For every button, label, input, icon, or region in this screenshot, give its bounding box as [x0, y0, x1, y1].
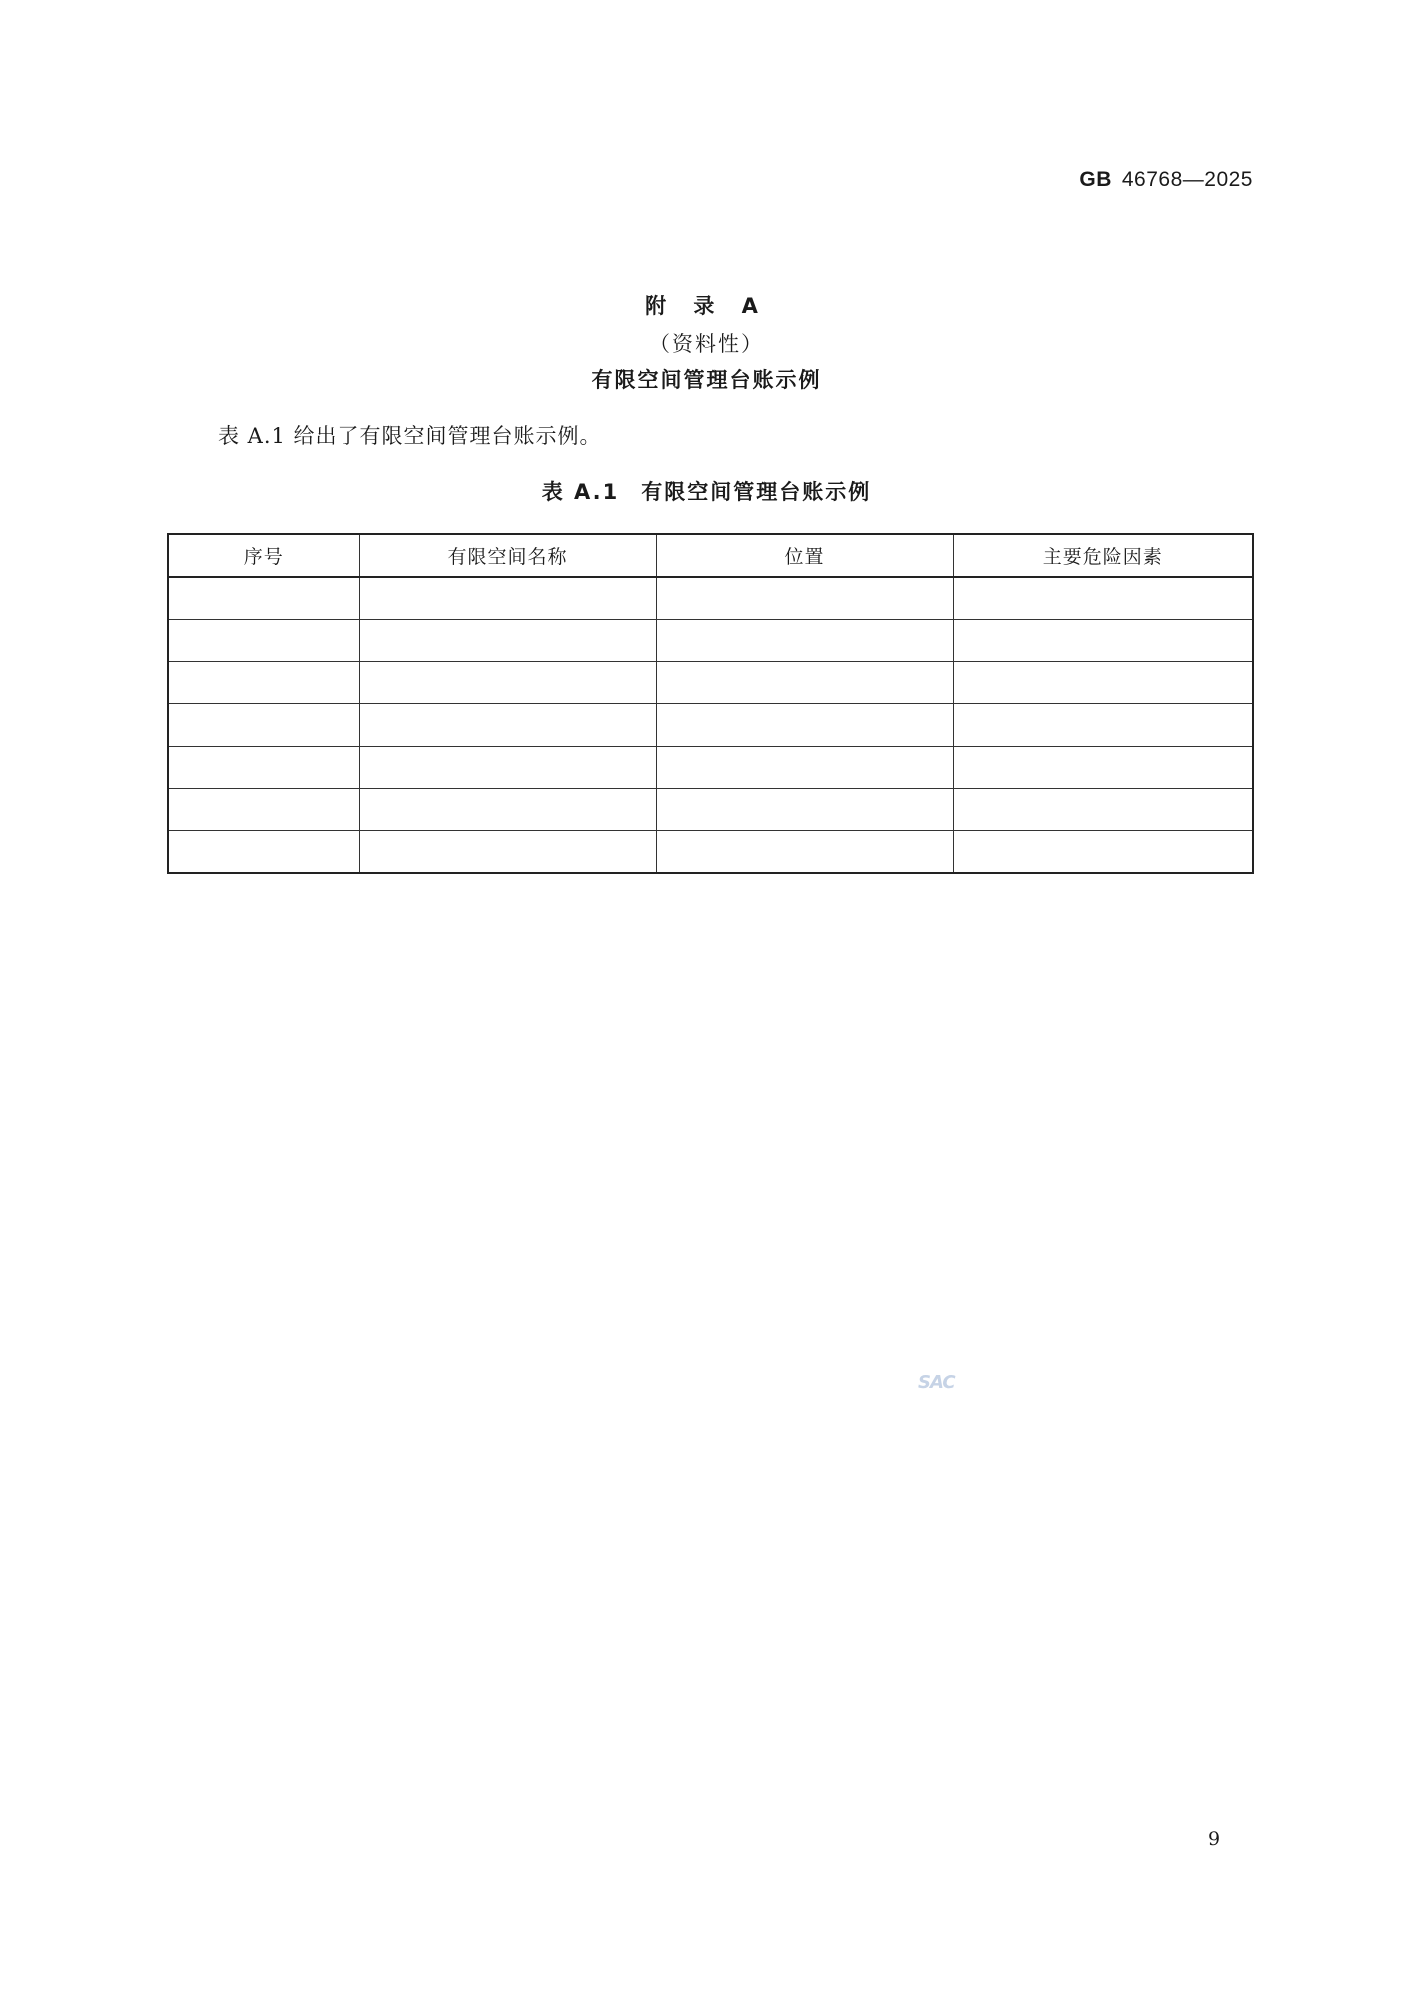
sac-watermark: SAC [918, 1372, 955, 1393]
header-space-name: 有限空间名称 [359, 534, 656, 577]
page-number: 9 [1208, 1828, 1221, 1850]
table-cell [359, 662, 656, 704]
table-cell [656, 830, 953, 873]
table-cell [953, 746, 1253, 788]
table-cell [168, 620, 359, 662]
table-row [168, 620, 1253, 662]
table-cell [359, 620, 656, 662]
table-cell [656, 662, 953, 704]
annex-name: 有限空间管理台账示例 [591, 368, 822, 392]
intro-paragraph: 表 A.1 给出了有限空间管理台账示例。 [218, 424, 602, 448]
table-cell [168, 746, 359, 788]
table-cell [953, 577, 1253, 620]
ledger-table [167, 533, 1254, 874]
table-cell [656, 577, 953, 620]
table-cell [168, 577, 359, 620]
table-cell [953, 830, 1253, 873]
table-row [168, 662, 1253, 704]
standard-prefix: GB [1079, 168, 1112, 191]
header-serial-number: 序号 [168, 534, 359, 577]
table-row [168, 577, 1253, 620]
table-cell [656, 746, 953, 788]
table-cell [359, 577, 656, 620]
table-caption-number: 表 A.1 [541, 480, 620, 504]
table-cell [656, 704, 953, 746]
table-cell [168, 704, 359, 746]
table-row [168, 746, 1253, 788]
table-cell [359, 746, 656, 788]
table-cell [168, 788, 359, 830]
table-cell [656, 620, 953, 662]
table-cell [953, 662, 1253, 704]
table-row [168, 830, 1253, 873]
table-cell [168, 830, 359, 873]
table-cell [953, 620, 1253, 662]
annex-title: 附 录 A [645, 294, 768, 318]
table-caption-title: 有限空间管理台账示例 [641, 480, 872, 504]
table-row [168, 788, 1253, 830]
table-cell [953, 788, 1253, 830]
table-cell [359, 788, 656, 830]
table-body [168, 577, 1253, 873]
header-main-hazards: 主要危险因素 [953, 534, 1253, 577]
annex-nature: （资料性） [649, 332, 764, 356]
table-cell [359, 704, 656, 746]
table-caption [0, 476, 1413, 506]
table-cell [953, 704, 1253, 746]
standard-code: 46768—2025 [1121, 168, 1253, 191]
table-cell [359, 830, 656, 873]
header-location: 位置 [656, 534, 953, 577]
table-row [168, 704, 1253, 746]
table-header-row [168, 534, 1253, 577]
table-cell [168, 662, 359, 704]
standard-number [1079, 168, 1253, 192]
table-cell [656, 788, 953, 830]
